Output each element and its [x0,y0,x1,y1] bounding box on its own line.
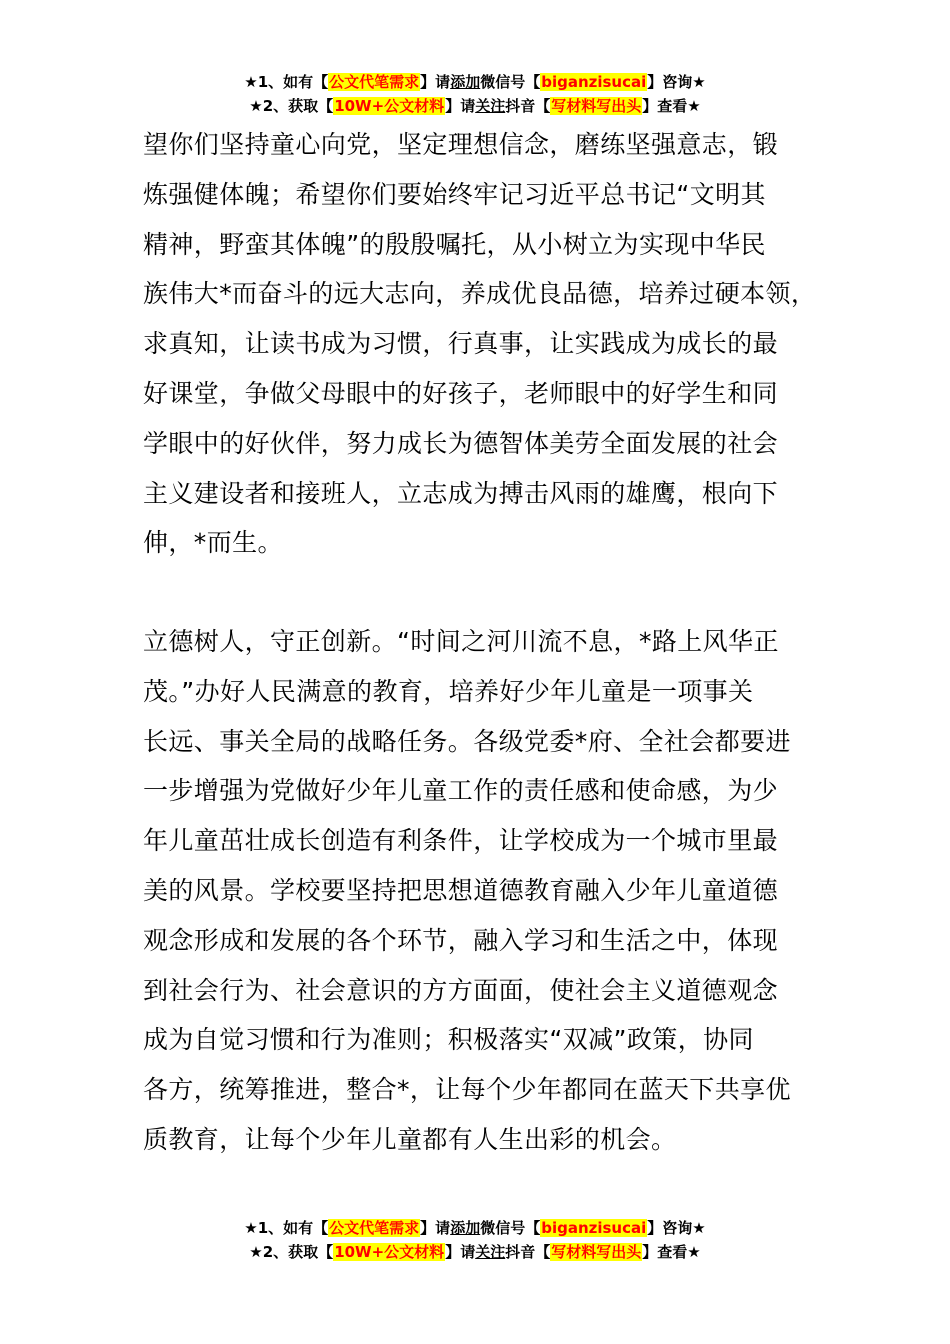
banner-text: 】查看★ [642,1243,701,1261]
text-line: 成为自觉习惯和行为准则；积极落实“双减”政策，协同 [143,1025,754,1055]
highlight-wechat-id: biganzisucai [541,73,647,91]
banner-text: ★2、获取【 [249,97,334,115]
text-line: 族伟大*而奋斗的远大志向，养成优良品德，培养过硬本领， [143,279,817,309]
text-line: 好课堂，争做父母眼中的好孩子，老师眼中的好学生和同 [143,378,779,408]
text-line: 质教育，让每个少年儿童都有人生出彩的机会。 [143,1124,677,1154]
banner-text: 】请 [420,73,451,91]
text-line: 立德树人，守正创新。“时间之河川流不息，*路上风华正 [143,627,779,656]
text-line: 炼强健体魄；希望你们要始终牢记习近平总书记“文明其 [143,179,766,209]
paragraph-1 [143,120,828,568]
footer-banner [0,1216,950,1264]
banner-text: 】咨询★ [647,73,706,91]
highlight-text: 10W+公文材料 [334,1243,445,1261]
banner-line-2 [0,1240,950,1264]
text-line: 精神，野蛮其体魄”的殷殷嘱托，从小树立为实现中华民 [143,229,766,259]
text-line: 观念形成和发展的各个环节，融入学习和生活之中，体现 [143,925,779,955]
banner-text: 微信号【 [480,1219,541,1237]
highlight-text: 10W+公文材料 [334,97,445,115]
text-line: 学眼中的好伙伴，努力成长为德智体美劳全面发展的社会 [143,428,779,458]
banner-text: 】咨询★ [647,1219,706,1237]
highlight-douyin-id: 写材料写出头 [551,1243,642,1261]
paragraph-2 [143,617,828,1165]
highlight-text: 公文代笔需求 [329,73,420,91]
banner-line-2 [0,94,950,118]
text-line: 求真知，让读书成为习惯，行真事，让实践成为成长的最 [143,329,779,359]
underlined-text: 关注 [475,97,506,115]
text-line: 美的风景。学校要坚持把思想道德教育融入少年儿童道德 [143,875,779,905]
text-line: 茂。”办好人民满意的教育，培养好少年儿童是一项事关 [143,676,754,706]
banner-text: 抖音【 [505,97,551,115]
text-line: 望你们坚持童心向党，坚定理想信念，磨练坚强意志，锻 [143,130,779,159]
underlined-text: 添加 [450,73,481,91]
text-line: 长远、事关全局的战略任务。各级党委*府、全社会都要进 [143,726,791,756]
highlight-douyin-id: 写材料写出头 [551,97,642,115]
text-line: 主义建设者和接班人，立志成为搏击风雨的雄鹰，根向下 [143,478,779,508]
banner-text: 】请 [445,1243,476,1261]
highlight-text: 公文代笔需求 [329,1219,420,1237]
banner-text: ★1、如有【 [244,1219,329,1237]
banner-text: 】查看★ [642,97,701,115]
banner-text: 】请 [445,97,476,115]
text-line: 年儿童茁壮成长创造有利条件，让学校成为一个城市里最 [143,826,779,856]
banner-text: 抖音【 [505,1243,551,1261]
text-line: 各方，统筹推进，整合*，让每个少年都同在蓝天下共享优 [143,1075,791,1105]
text-line: 一步增强为党做好少年儿童工作的责任感和使命感，为少 [143,776,779,806]
underlined-text: 添加 [450,1219,481,1237]
text-line: 到社会行为、社会意识的方方面面，使社会主义道德观念 [143,975,779,1005]
highlight-wechat-id: biganzisucai [541,1219,647,1237]
banner-text: ★2、获取【 [249,1243,334,1261]
banner-line-1 [0,1216,950,1240]
header-banner [0,70,950,118]
banner-text: 微信号【 [480,73,541,91]
underlined-text: 关注 [475,1243,506,1261]
banner-line-1 [0,70,950,94]
text-line: 伸，*而生。 [143,528,283,558]
banner-text: ★1、如有【 [244,73,329,91]
banner-text: 】请 [420,1219,451,1237]
